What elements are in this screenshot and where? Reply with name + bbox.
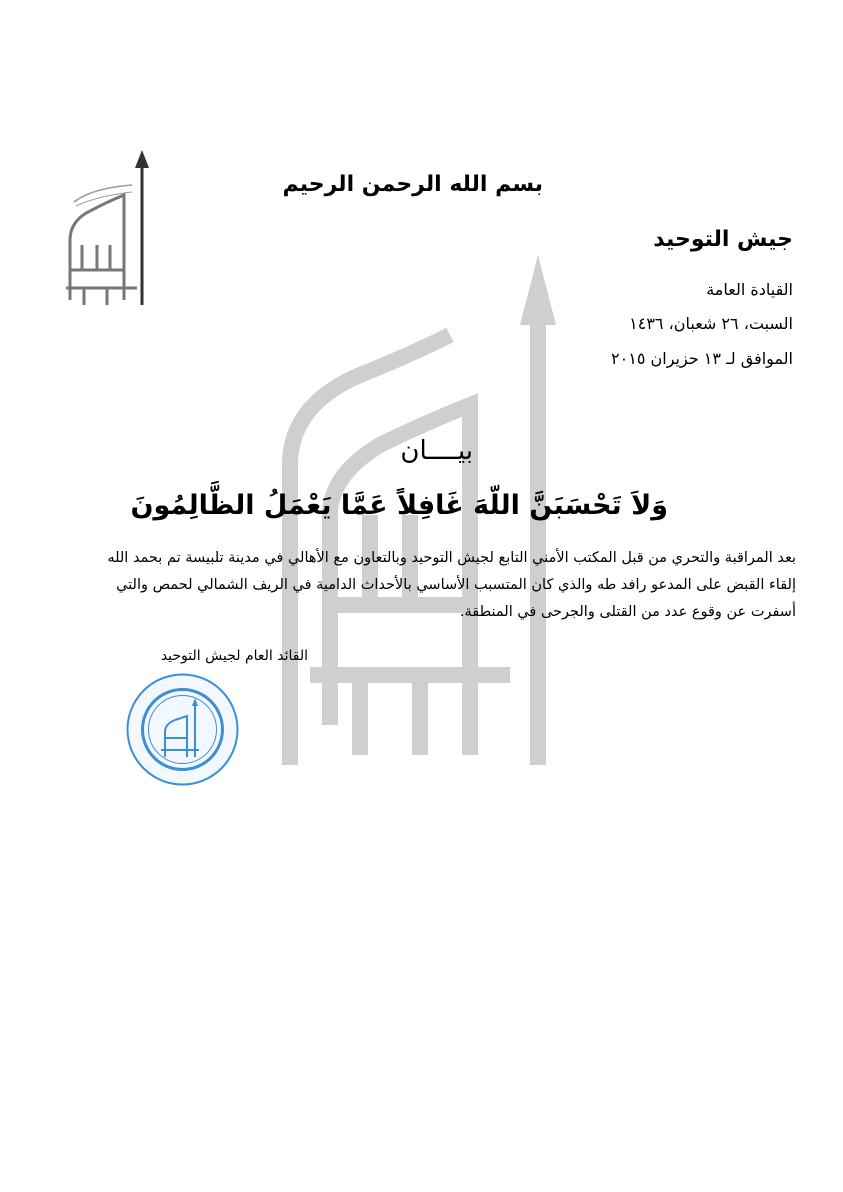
official-stamp-icon (125, 672, 240, 787)
hijri-date: السبت، ٢٦ شعبان، ١٤٣٦ (629, 314, 793, 333)
signature-line: القائد العام لجيش التوحيد (160, 648, 308, 664)
gregorian-date: الموافق لـ ١٣ حزيران ٢٠١٥ (611, 349, 793, 368)
body-line: أسفرت عن وقوع عدد من القتلى والجرحى في المنطقة. (459, 604, 796, 620)
army-logo-icon (62, 150, 162, 310)
basmala-heading: بسم الله الرحمن الرحيم (282, 172, 543, 197)
body-line: إلقاء القبض على المدعو رافد طه والذي كان المتسبب الأساسي بالأحداث الدامية في الريف الشمالي لحمص والتي (116, 577, 796, 593)
statement-title: بيــــان (400, 436, 473, 466)
quran-verse: وَلاَ تَحْسَبَنَّ اللّهَ غَافِلاً عَمَّا يَعْمَلُ الظَّالِمُونَ (130, 490, 668, 521)
body-line: بعد المراقبة والتحري من قبل المكتب الأمني التابع لجيش التوحيد وبالتعاون مع الأهالي في مدينة تلبيسة تم بحمد الله (107, 550, 796, 566)
organization-department: القيادة العامة (706, 280, 793, 299)
organization-name: جيش التوحيد (653, 227, 793, 252)
statement-body (36, 545, 796, 626)
